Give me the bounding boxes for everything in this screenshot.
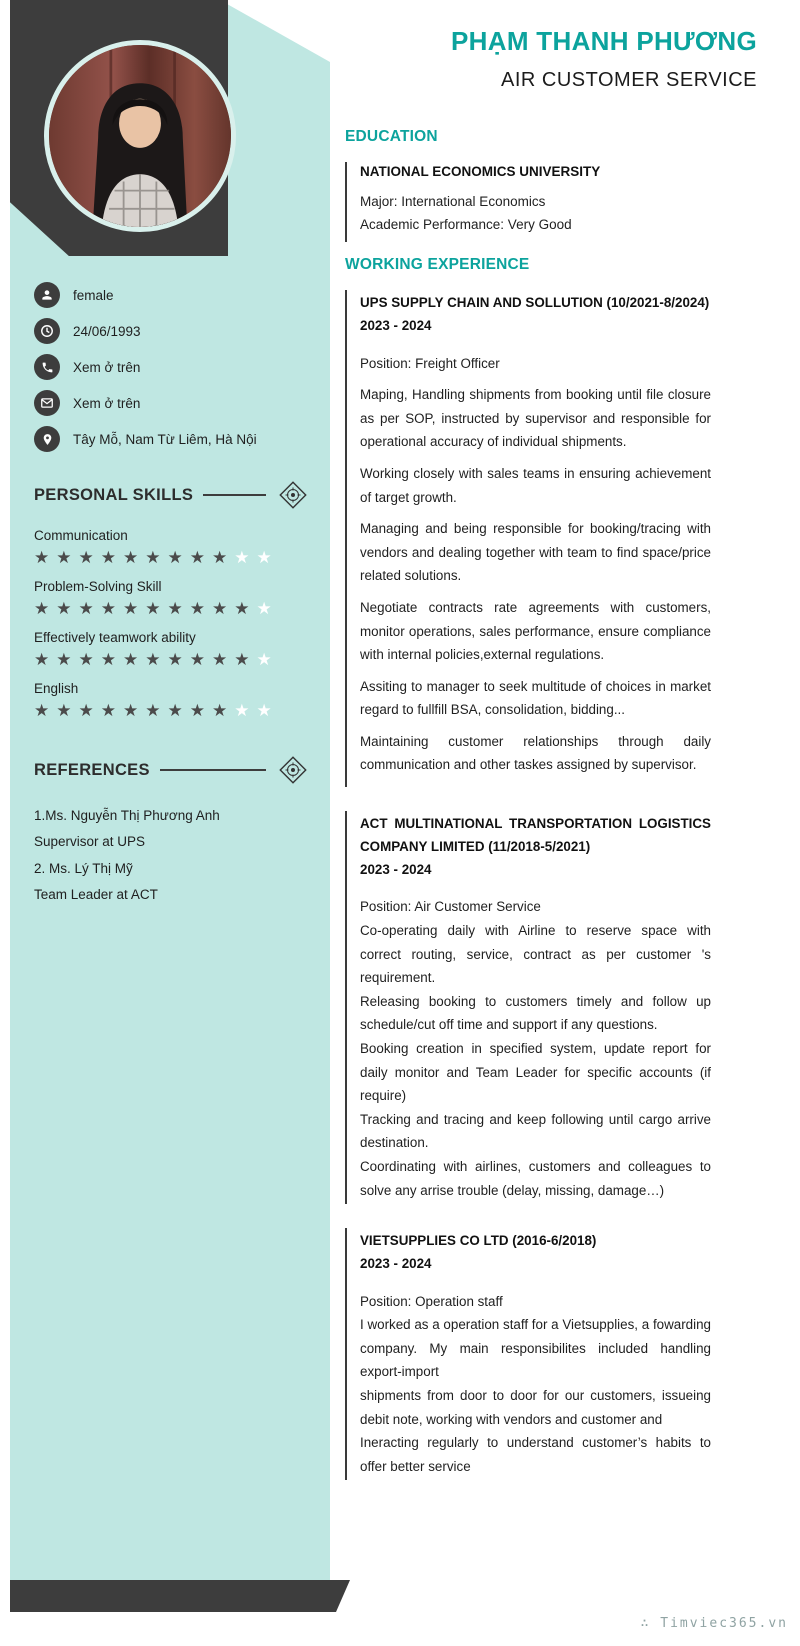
star-icon: ★ — [34, 599, 50, 618]
clock-icon — [34, 318, 60, 344]
star-icon: ★ — [56, 650, 72, 669]
job-paragraph: I worked as a operation staff for a Vietsupplies, a fowarding company. My main responsibilites included handling export-import — [360, 1317, 711, 1380]
references-heading: REFERENCES — [34, 760, 150, 779]
star-icon: ★ — [234, 599, 250, 618]
job-paragraph: Maping, Handling shipments from booking until file closure as per SOP, instructed by supervisor and responsible for operational accuracy of individual shipments. — [360, 387, 711, 450]
star-icon: ★ — [56, 599, 72, 618]
star-icon: ★ — [123, 599, 139, 618]
skill-label: Effectively teamwork ability — [34, 630, 196, 645]
contact-address: Tây Mỗ, Nam Từ Liêm, Hà Nội — [73, 431, 257, 447]
skill-communication — [34, 528, 310, 566]
job-paragraph: Negotiate contracts rate agreements with customers, monitor operations, sales performance, ensure compliance with internal policies,external regulations. — [360, 599, 711, 663]
skill-label: Problem-Solving Skill — [34, 579, 162, 594]
references-badge-icon — [276, 753, 310, 787]
contact-row-birthday — [34, 318, 310, 344]
contact-row-address — [34, 426, 310, 452]
star-icon: ★ — [145, 701, 161, 720]
site-watermark: ∴ Timviec365.vn — [640, 1616, 788, 1631]
skill-problem-solving — [34, 579, 310, 617]
star-icon: ★ — [234, 548, 250, 567]
sidebar-footer-bar — [10, 1580, 350, 1612]
skill-teamwork — [34, 630, 310, 668]
star-icon: ★ — [189, 548, 205, 567]
star-icon: ★ — [145, 650, 161, 669]
job-paragraph: Maintaining customer relationships through daily communication and other taskes assigned by supervisor. — [360, 733, 711, 773]
star-icon: ★ — [78, 701, 94, 720]
education-school: NATIONAL ECONOMICS UNIVERSITY — [360, 164, 601, 179]
star-icon: ★ — [123, 548, 139, 567]
job-entry-vietsupplies — [345, 1228, 711, 1480]
portrait-illustration — [49, 45, 231, 227]
user-icon — [34, 282, 60, 308]
main-content — [345, 128, 711, 1504]
job-period: 2023 - 2024 — [360, 1255, 432, 1271]
star-icon: ★ — [145, 599, 161, 618]
contact-row-gender — [34, 282, 310, 308]
heading-rule — [203, 494, 266, 496]
job-paragraph: Position: Air Customer Service — [360, 899, 541, 915]
star-icon: ★ — [167, 548, 183, 567]
job-paragraph: Assiting to manager to seek multitude of choices in market regard to fullfill BSA, consolidation, bidding... — [360, 678, 711, 718]
contact-row-email — [34, 390, 310, 416]
job-paragraph: Ineracting regularly to understand customer’s habits to offer better service — [360, 1435, 711, 1474]
job-paragraph: Managing and being responsible for booking/tracing with vendors and dealing together with team to find space/price related solutions. — [360, 521, 711, 584]
skill-label: Communication — [34, 528, 128, 543]
contact-birthday: 24/06/1993 — [73, 323, 141, 339]
reference-name-2: 2. Ms. Lý Thị Mỹ — [34, 860, 133, 876]
education-performance: Academic Performance: Very Good — [360, 217, 572, 232]
star-icon: ★ — [78, 548, 94, 567]
star-icon: ★ — [189, 701, 205, 720]
job-paragraph: Position: Freight Officer — [360, 355, 500, 371]
job-period: 2023 - 2024 — [360, 317, 432, 333]
star-icon: ★ — [167, 701, 183, 720]
personal-skills-heading: PERSONAL SKILLS — [34, 485, 194, 504]
star-icon: ★ — [189, 650, 205, 669]
contact-row-phone — [34, 354, 310, 380]
reference-name-1: 1.Ms. Nguyễn Thị Phương Anh — [34, 808, 220, 823]
star-icon: ★ — [167, 650, 183, 669]
experience-heading: WORKING EXPERIENCE — [345, 256, 530, 273]
star-icon: ★ — [234, 650, 250, 669]
star-icon: ★ — [212, 548, 228, 567]
skill-stars — [34, 549, 310, 566]
job-paragraph: Co-operating daily with Airline to reserve space with correct routing, service, contract as per customer 's requirement. — [360, 923, 711, 986]
job-entry-ups — [345, 290, 711, 787]
star-icon: ★ — [100, 599, 116, 618]
contact-phone: Xem ở trên — [73, 359, 141, 375]
header — [345, 26, 757, 92]
job-title: VIETSUPPLIES CO LTD (2016-6/2018) — [360, 1233, 597, 1249]
job-paragraph: Coordinating with airlines, customers and colleagues to solve any arrise trouble (delay, missing, damage…) — [360, 1158, 711, 1198]
star-icon: ★ — [100, 701, 116, 720]
mail-icon — [34, 390, 60, 416]
star-icon: ★ — [256, 599, 272, 618]
job-entry-act — [345, 811, 711, 1204]
star-icon: ★ — [100, 650, 116, 669]
skill-label: English — [34, 681, 79, 696]
star-icon: ★ — [34, 650, 50, 669]
education-heading: EDUCATION — [345, 128, 438, 145]
star-icon: ★ — [256, 650, 272, 669]
job-paragraph: Working closely with sales teams in ensuring achievement of target growth. — [360, 465, 711, 505]
education-block — [345, 162, 711, 242]
reference-title-1: Supervisor at UPS — [34, 834, 146, 850]
star-icon: ★ — [56, 701, 72, 720]
star-icon: ★ — [78, 599, 94, 618]
personal-skills-header — [34, 478, 310, 512]
star-icon: ★ — [256, 701, 272, 720]
star-icon: ★ — [167, 599, 183, 618]
star-icon: ★ — [189, 599, 205, 618]
job-period: 2023 - 2024 — [360, 861, 432, 877]
location-icon — [34, 426, 60, 452]
profile-photo — [44, 40, 236, 232]
contact-email: Xem ở trên — [73, 395, 141, 411]
star-icon: ★ — [212, 650, 228, 669]
phone-icon — [34, 354, 60, 380]
references-header — [34, 753, 310, 787]
skill-stars — [34, 651, 310, 668]
skills-badge-icon — [276, 478, 310, 512]
job-paragraph: shipments from door to door for our customers, issueing debit note, working with vendors and customer and — [360, 1388, 711, 1427]
star-icon: ★ — [100, 548, 116, 567]
contact-gender: female — [73, 287, 114, 303]
star-icon: ★ — [56, 548, 72, 567]
star-icon: ★ — [212, 701, 228, 720]
candidate-title: AIR CUSTOMER SERVICE — [501, 69, 757, 91]
star-icon: ★ — [34, 548, 50, 567]
skill-stars — [34, 600, 310, 617]
star-icon: ★ — [123, 650, 139, 669]
job-title: UPS SUPPLY CHAIN AND SOLLUTION (10/2021-8/2024) — [360, 295, 710, 310]
star-icon: ★ — [34, 701, 50, 720]
reference-title-2: Team Leader at ACT — [34, 886, 158, 902]
star-icon: ★ — [123, 701, 139, 720]
star-icon: ★ — [212, 599, 228, 618]
education-major: Major: International Economics — [360, 194, 546, 209]
star-icon: ★ — [78, 650, 94, 669]
skill-english — [34, 681, 310, 719]
star-icon: ★ — [145, 548, 161, 567]
job-paragraph: Releasing booking to customers timely and follow up schedule/cut off time and support if any questions. — [360, 993, 711, 1033]
job-paragraph: Tracking and tracing and keep following until cargo arrive destination. — [360, 1111, 711, 1151]
heading-rule — [160, 769, 266, 771]
job-paragraph: Booking creation in specified system, update report for daily monitor and Team Leader for specific accounts (if require) — [360, 1040, 711, 1104]
star-icon: ★ — [256, 548, 272, 567]
sidebar — [10, 282, 330, 908]
skill-stars — [34, 702, 310, 719]
job-paragraph: Position: Operation staff — [360, 1293, 503, 1309]
job-title: ACT MULTINATIONAL TRANSPORTATION LOGISTICS COMPANY LIMITED (11/2018-5/2021) — [360, 816, 711, 854]
candidate-name: PHẠM THANH PHƯƠNG — [451, 26, 757, 56]
star-icon: ★ — [234, 701, 250, 720]
